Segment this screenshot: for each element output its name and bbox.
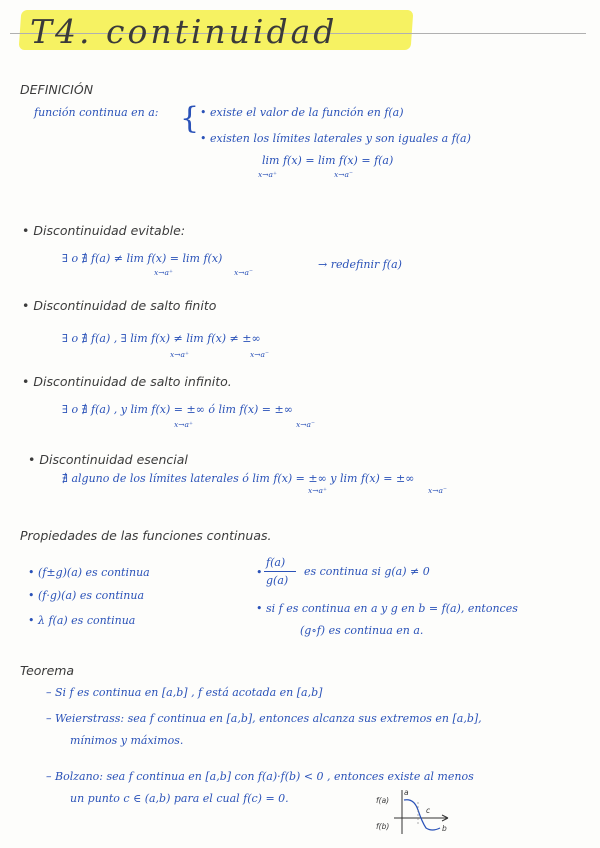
disc-esencial-line: ∄ alguno de los límites laterales ó lim f(x) = ±∞ y lim f(x) = ±∞	[62, 472, 415, 485]
propiedad-composicion: • si f es continua en a y g en b = f(a), entonces	[256, 602, 518, 615]
disc-evitable-heading: • Discontinuidad evitable:	[22, 223, 186, 238]
definicion-sub2: x→a⁻	[334, 170, 353, 179]
disc-evitable-extra: → redefinir f(a)	[318, 258, 402, 271]
disc-salto-finito-sub1: x→a⁺	[170, 350, 189, 359]
disc-salto-infinito-sub2: x→a⁻	[296, 420, 315, 429]
teorema-bolzano-cont: un punto c ∈ (a,b) para el cual f(c) = 0.	[70, 792, 289, 805]
propiedades-heading: Propiedades de las funciones continuas.	[20, 528, 272, 543]
disc-salto-infinito-heading: • Discontinuidad de salto infinito.	[22, 374, 232, 389]
definicion-cond2: • existen los límites laterales y son iguales a f(a)	[200, 132, 471, 145]
fig-fa-label: f(a)	[376, 796, 390, 805]
teorema-heading: Teorema	[20, 663, 75, 678]
definicion-heading: DEFINICIÓN	[20, 82, 94, 97]
definicion-cond1: • existe el valor de la función en f(a)	[200, 106, 404, 119]
fig-c-label: c	[426, 806, 431, 815]
propiedad-escalar: • λ f(a) es continua	[28, 614, 136, 627]
disc-salto-infinito-sub1: x→a⁺	[174, 420, 193, 429]
bolzano-sketch	[376, 788, 456, 844]
propiedad-cociente-bullet: •	[256, 566, 263, 579]
fraction-bar	[264, 571, 296, 572]
teorema-acotada: – Si f es continua en [a,b] , f está acotada en [a,b]	[46, 686, 323, 699]
teorema-weierstrass: – Weierstrass: sea f continua en [a,b], entonces alcanza sus extremos en [a,b],	[46, 712, 482, 725]
fig-b-label: b	[442, 824, 447, 833]
teorema-bolzano: – Bolzano: sea f continua en [a,b] con f(a)·f(b) < 0 , entonces existe al menos	[46, 770, 474, 783]
fig-a-label: a	[404, 788, 409, 797]
propiedad-composicion-cont: (g∘f) es continua en a.	[300, 624, 424, 637]
propiedad-producto: • (f·g)(a) es continua	[28, 589, 144, 602]
teorema-weierstrass-cont: mínimos y máximos.	[70, 734, 184, 747]
disc-salto-infinito-line: ∃ o ∄ f(a) , y lim f(x) = ±∞ ó lim f(x) = ±∞	[62, 403, 293, 416]
disc-salto-finito-heading: • Discontinuidad de salto finito	[22, 298, 217, 313]
disc-evitable-line: ∃ o ∄ f(a) ≠ lim f(x) = lim f(x)	[62, 252, 223, 265]
disc-salto-finito-sub2: x→a⁻	[250, 350, 269, 359]
propiedad-cociente-text: es continua si g(a) ≠ 0	[304, 565, 430, 578]
page-title: T4. continuidad	[30, 12, 338, 51]
disc-esencial-sub1: x→a⁺	[308, 486, 327, 495]
definicion-sub1: x→a⁺	[258, 170, 277, 179]
propiedad-cociente-den: g(a)	[266, 574, 289, 587]
disc-evitable-sub1: x→a⁺	[154, 268, 173, 277]
disc-salto-finito-line: ∃ o ∄ f(a) , ∃ lim f(x) ≠ lim f(x) ≠ ±∞	[62, 332, 261, 345]
fig-fb-label: f(b)	[376, 822, 390, 831]
disc-evitable-sub2: x→a⁻	[234, 268, 253, 277]
brace-icon: {	[180, 101, 200, 136]
propiedad-suma: • (f±g)(a) es continua	[28, 566, 150, 579]
propiedad-cociente-num: f(a)	[266, 556, 286, 569]
definicion-formula: lim f(x) = lim f(x) = f(a)	[262, 154, 394, 167]
definicion-lead: función continua en a:	[34, 106, 159, 119]
disc-esencial-sub2: x→a⁻	[428, 486, 447, 495]
disc-esencial-heading: • Discontinuidad esencial	[28, 452, 188, 467]
